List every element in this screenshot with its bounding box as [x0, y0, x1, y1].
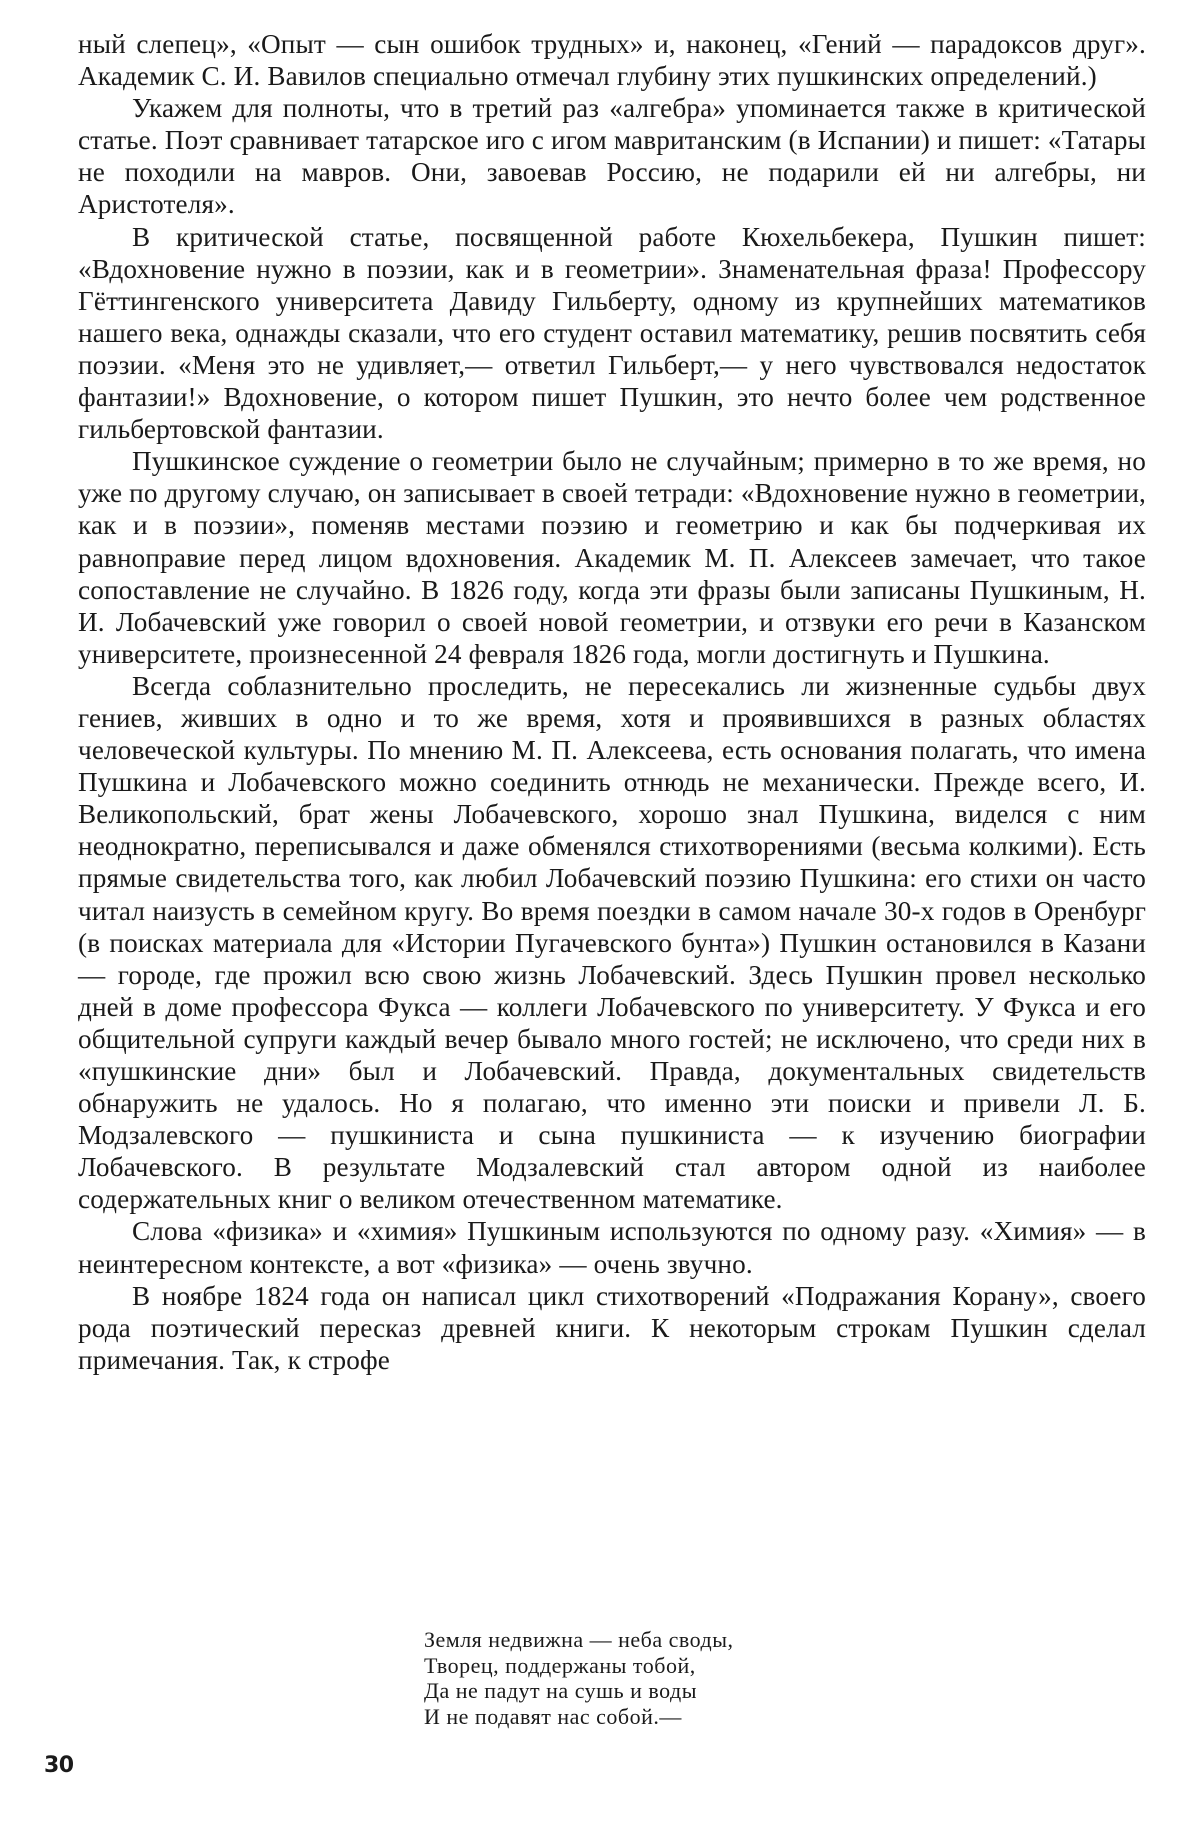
paragraph-continuation: ный слепец», «Опыт — сын ошибок трудных» и, наконец, «Гений — парадоксов друг». Академик С. И. Вавилов специально отмечал глубину этих пушкинских определений.) [78, 29, 1146, 92]
verse-line: Земля недвижна — неба своды, [424, 1627, 734, 1652]
paragraph-physics-chemistry: Слова «физика» и «химия» Пушкиным используются по одному разу. «Химия» — в неинтересном контексте, а вот «физика» — очень звучно. [78, 1216, 1146, 1279]
verse-line: Творец, поддержаны тобой, [424, 1652, 696, 1678]
verse-line: Да не падут на сушь и воды [424, 1678, 697, 1703]
paragraph-lobachevsky: Всегда соблазнительно проследить, не пересекались ли жизненные судьбы двух гениев, живших в одно и то же время, хотя и проявившихся в разных областях человеческой культуры. По мнению М. П. Алексеева, есть основания полагать, что имена Пушкина и Лобачевского можно соединить отнюдь не механически. Прежде всего, И. Великопольский, брат жены Лобачевского, хорошо знал Пушкина, виделся с ним неоднократно, переписывался и даже обменялся стихотворениями (весьма колкими). Есть прямые свидетельства того, как любил Лобачевский поэзию Пушкина: его стихи он часто читал наизусть в семейном кругу. Во время поездки в самом начале 30-х годов в Оренбург (в поисках материала для «Истории Пугачевского бунта») Пушкин остановился в Казани — городе, где прожил всю свою жизнь Лобачевский. Здесь Пушкин провел несколько дней в доме профессора Фукса — коллеги Лобачевского по университету. У Фукса и его общительной супруги каждый вечер бывало много гостей; не исключено, что среди них в «пушкинские дни» был и Лобачевский. Правда, документальных свидетельств обнаружить не удалось. Но я полагаю, что именно эти поиски и привели Л. Б. Модзалевского — пушкиниста и сына пушкиниста — к изучению биографии Лобачевского. В результате Модзалевский стал автором одной из наиболее содержательных книг о великом отечественном математике. [78, 670, 1146, 1215]
verse-line: И не подавят нас собой.— [424, 1703, 682, 1729]
paragraph-geometry: Пушкинское суждение о геометрии было не случайным; примерно в то же время, но уже по другому случаю, он записывает в своей тетради: «Вдохновение нужно в геометрии, как и в поэзии», поменяв местами поэзию и геометрию и как бы подчеркивая их равноправие перед лицом вдохновения. Академик М. П. Алексеев замечает, что такое сопоставление не случайно. В 1826 году, когда эти фразы были записаны Пушкиным, Н. И. Лобачевский уже говорил о своей новой геометрии, и отзвуки его речи в Казанском университете, произнесенной 24 февраля 1826 года, могли достигнуть и Пушкина. [78, 446, 1146, 669]
page-number: 30 [44, 1753, 74, 1778]
paragraph-inspiration: В критической статье, посвященной работе Кюхельбекера, Пушкин пишет: «Вдохновение нужно в поэзии, как и в геометрии». Знаменательная фраза! Профессору Гёттингенского университета Давиду Гильберту, одному из крупнейших математиков нашего века, однажды сказали, что его студент оставил математику, решив посвятить себя поэзии. «Меня это не удивляет,— ответил Гильберт,— у него чувствовался недостаток фантазии!» Вдохновение, о котором пишет Пушкин, это нечто более чем родственное гильбертовской фантазии. [78, 221, 1146, 445]
paragraph-algebra: Укажем для полноты, что в третий раз «алгебра» упоминается также в критической статье. Поэт сравнивает татарское иго с игом мавританским (в Испании) и пишет: «Татары не походили на мавров. Они, завоевав Россию, не подарили ей ни алгебры, ни Аристотеля». [78, 93, 1146, 220]
verse-quote [424, 1627, 734, 1729]
body-text [78, 28, 1146, 1376]
paragraph-koran: В ноябре 1824 года он написал цикл стихотворений «Подражания Корану», своего рода поэтический пересказ древней книги. К некоторым строкам Пушкин сделал примечания. Так, к строфе [78, 1280, 1146, 1375]
